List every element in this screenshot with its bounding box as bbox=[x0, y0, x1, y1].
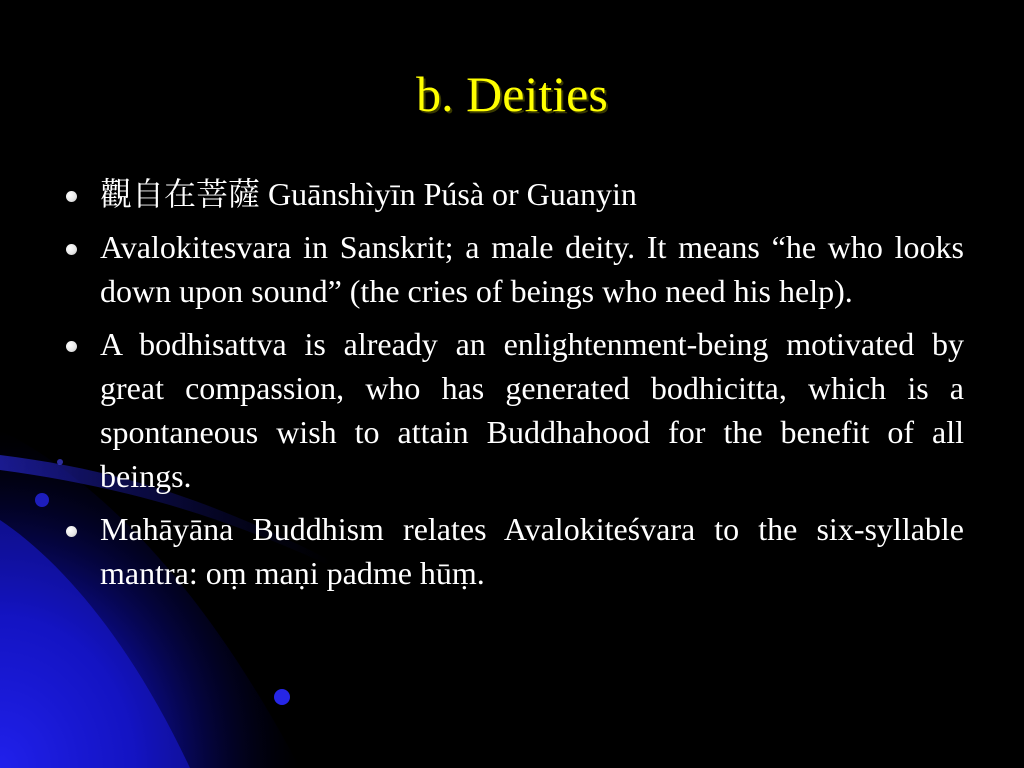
blue-orb bbox=[274, 689, 290, 705]
blue-orb bbox=[35, 493, 49, 507]
chinese-name: 觀自在菩薩 bbox=[100, 175, 261, 213]
bullet-dot-icon bbox=[66, 526, 77, 537]
bullet-item bbox=[60, 322, 964, 498]
bullet-item bbox=[60, 225, 964, 313]
bullet-item bbox=[60, 507, 964, 595]
bullet-dot-icon bbox=[66, 341, 77, 352]
bullet-text: Avalokitesvara in Sanskrit; a male deity. It means “he who looks down upon sound” (the cries of beings who need his help). bbox=[100, 229, 964, 309]
slide-title: b. Deities bbox=[416, 66, 608, 122]
bullet-dot-icon bbox=[66, 191, 77, 202]
bullet-item bbox=[60, 172, 964, 216]
bullet-list bbox=[60, 172, 964, 604]
bullet-text: Guānshìyīn Púsà or Guanyin bbox=[260, 176, 637, 212]
bullet-text: A bodhisattva is already an enlightenment-being motivated by great compassion, who has generated bodhicitta, which is a spontaneous wish to attain Buddhahood for the benefit of all beings. bbox=[100, 326, 964, 494]
bullet-dot-icon bbox=[66, 244, 77, 255]
bullet-text: Mahāyāna Buddhism relates Avalokiteśvara to the six-syllable mantra: oṃ maṇi padme hūṃ. bbox=[100, 511, 964, 591]
